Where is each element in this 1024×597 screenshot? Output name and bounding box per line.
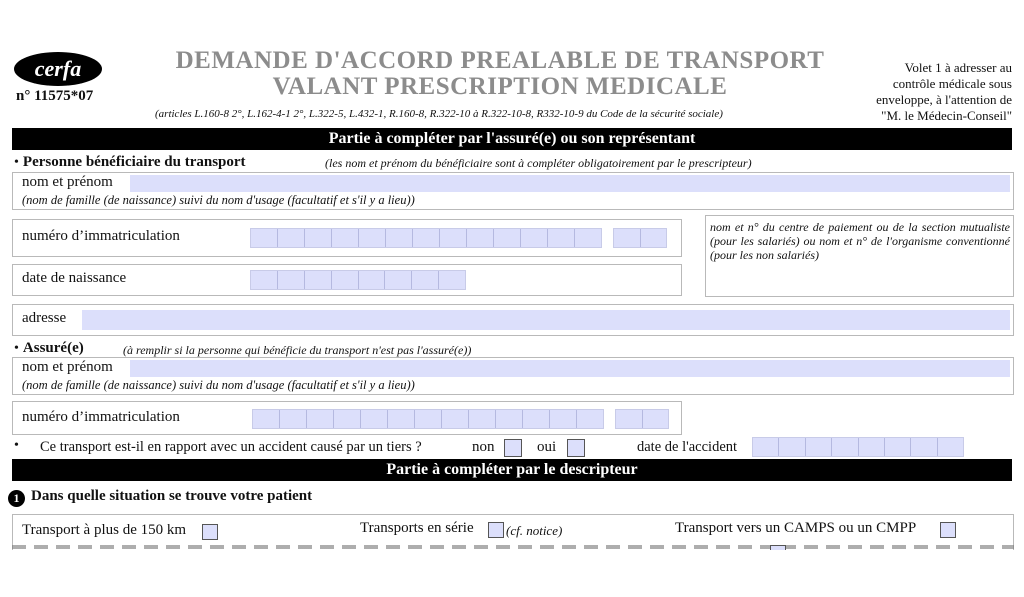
logo-text: cerfa [34,56,82,81]
accident-oui-label: oui [537,439,557,455]
option-camps-checkbox[interactable] [940,522,956,538]
option-150km-checkbox[interactable] [202,524,218,540]
insured-immat-key-field[interactable] [615,409,669,429]
beneficiary-name-hint: (nom de famille (de naissance) suivi du nom d'usage (facultatif et s'il y a lieu)) [22,193,415,207]
centre-paiement-text: nom et n° du centre de paiement ou de la section mutualiste (pour les salariés) ou nom et n° de l'organisme conventionné (pour les non salariés) [710,220,1010,262]
accident-date-label: date de l'accident [637,439,738,455]
beneficiary-name-label: nom et prénom [22,174,113,190]
beneficiary-note: (les nom et prénom du bénéficiaire sont à compléter obligatoirement par le prescripteur) [325,156,752,170]
beneficiary-name-field[interactable] [130,175,1010,192]
beneficiary-immat-key-field[interactable] [613,228,667,248]
section-bar-prescripteur: Partie à compléter par le descripteur [12,459,1012,481]
accident-question: Ce transport est-il en rapport avec un accident causé par un tiers ? [40,439,422,455]
insured-note: (à remplir si la personne qui bénéficie du transport n'est pas l'assuré(e)) [123,343,472,357]
beneficiary-heading: Personne bénéficiaire du transport [22,154,246,170]
accident-oui-checkbox[interactable] [567,439,585,457]
cut-off-text-line [12,545,1014,549]
option-serie-note: (cf. notice) [506,523,563,538]
insured-name-field[interactable] [130,360,1010,377]
cerfa-number: n° 11575*07 [16,88,94,104]
address-field[interactable] [82,310,1010,330]
birth-date-label: date de naissance [22,270,127,286]
title-line-1: DEMANDE D'ACCORD PREALABLE DE TRANSPORT [175,47,825,74]
cerfa-logo [14,52,102,86]
insured-heading: Assuré(e) [22,340,84,356]
volet-line: enveloppe, à l'attention de [876,92,1012,107]
number-one-icon [8,490,25,507]
situation-heading: Dans quelle situation se trouve votre patient [31,488,313,504]
insured-name-hint: (nom de famille (de naissance) suivi du nom d'usage (facultatif et s'il y a lieu)) [22,378,415,392]
title-line-2: VALANT PRESCRIPTION MEDICALE [272,73,728,100]
insured-immat-field[interactable] [252,409,604,429]
accident-non-checkbox[interactable] [504,439,522,457]
accident-non-label: non [472,439,495,455]
insured-heading-row [14,339,84,357]
option-150km-label: Transport à plus de 150 km [22,522,187,538]
birth-date-field[interactable] [250,270,466,290]
section-bar-assure: Partie à compléter par l'assuré(e) ou son représentant [12,128,1012,150]
insured-name-label: nom et prénom [22,359,113,375]
accident-date-field[interactable] [752,437,964,457]
beneficiary-immat-field[interactable] [250,228,602,248]
bullet-icon: • [14,155,19,170]
bullet-icon: • [14,438,19,453]
volet-line: contrôle médicale sous [892,76,1012,91]
bullet-icon: • [14,341,19,356]
volet-line: Volet 1 à adresser au [904,60,1012,75]
beneficiary-immat-label: numéro d’immatriculation [22,228,180,244]
volet-notice [852,60,1012,124]
beneficiary-heading-row [14,153,246,171]
form-title [150,48,850,100]
volet-line: "M. le Médecin-Conseil" [881,108,1012,123]
insured-immat-label: numéro d’immatriculation [22,409,180,425]
situation-number: 1 [13,491,20,505]
address-label: adresse [22,310,67,326]
page-bottom-margin [0,550,1024,597]
option-serie-checkbox[interactable] [488,522,504,538]
legal-articles: (articles L.160-8 2°, L.162-4-1 2°, L.322-5, L.432-1, R.160-8, R.322-10 à R.322-10-8, R332-10-9 du Code de la sécurité sociale) [155,108,723,120]
option-camps-label: Transport vers un CAMPS ou un CMPP [675,520,917,536]
option-serie-label: Transports en série [360,520,474,536]
